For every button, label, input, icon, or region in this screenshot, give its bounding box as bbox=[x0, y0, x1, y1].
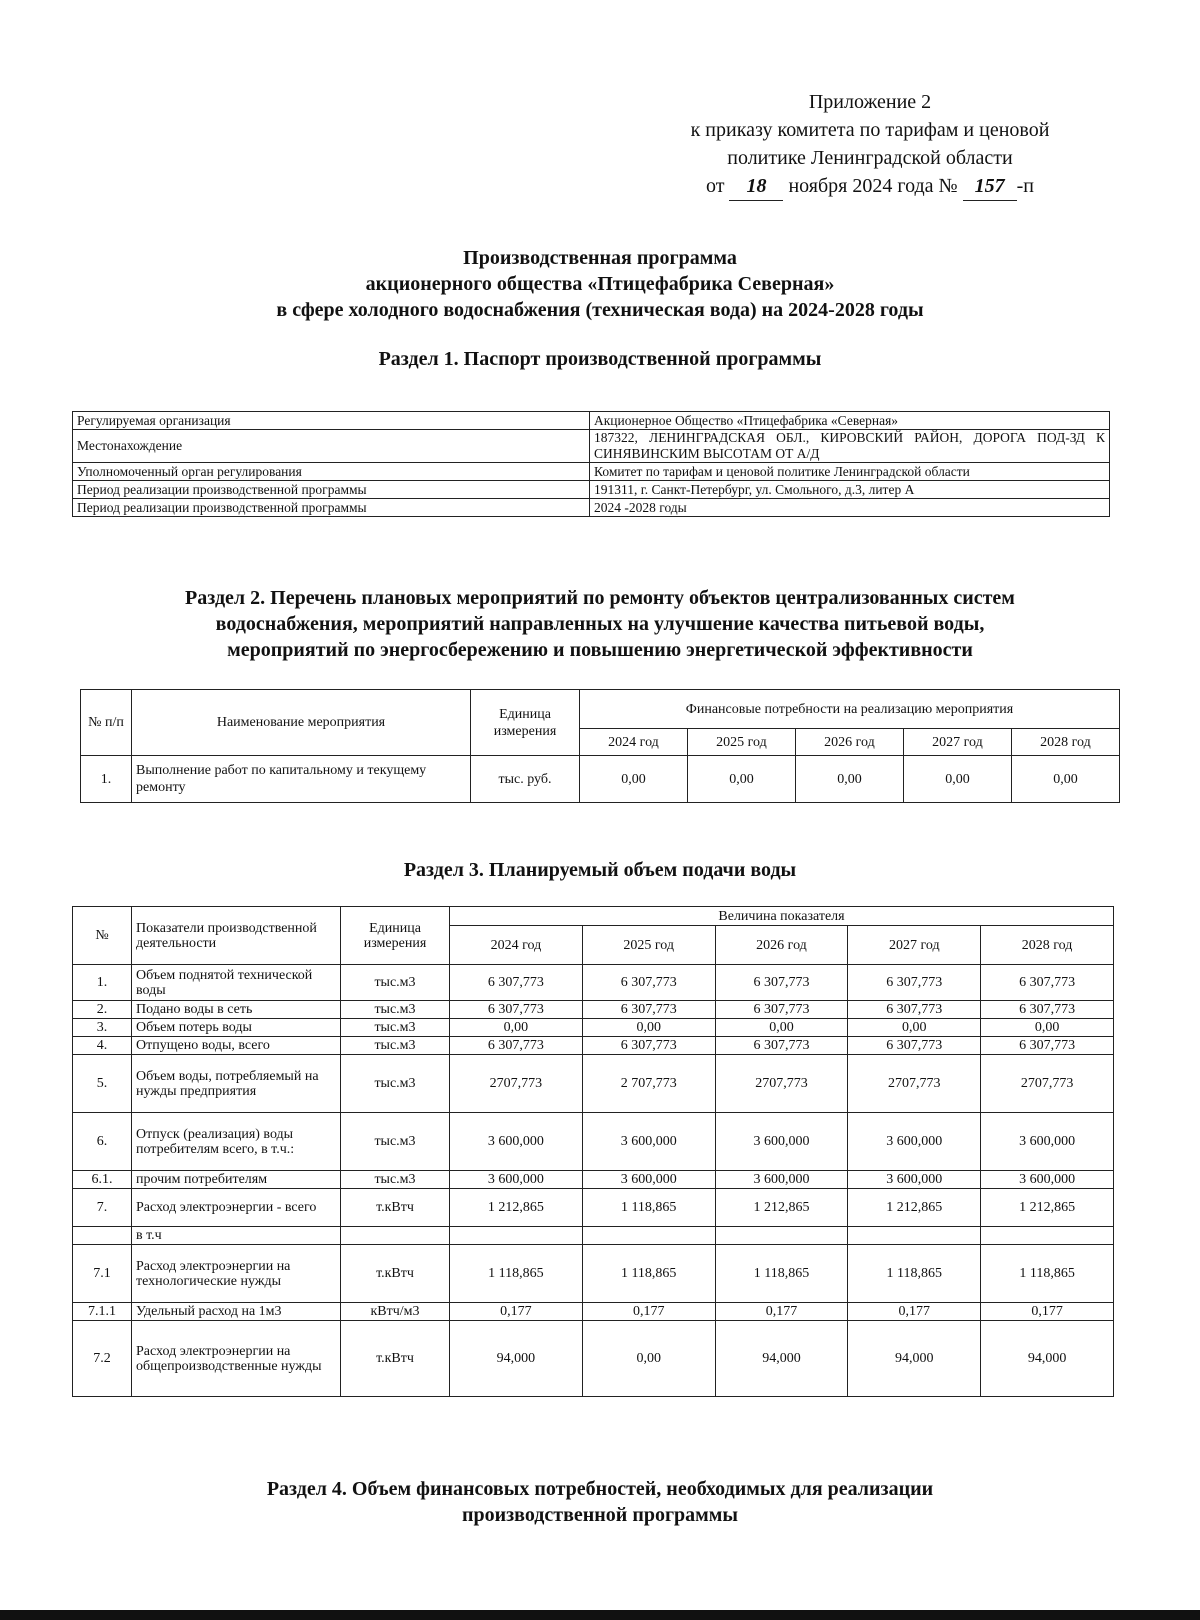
table-header-row bbox=[81, 690, 1120, 729]
cell-value bbox=[450, 1227, 583, 1245]
cell-value: 1 118,865 bbox=[582, 1245, 715, 1303]
document-title-line-2: акционерного общества «Птицефабрика Северная» bbox=[365, 273, 835, 295]
cell-value: 6 307,773 bbox=[582, 1037, 715, 1055]
cell-value: 0,00 bbox=[687, 756, 795, 803]
cell-value bbox=[848, 1227, 981, 1245]
appendix-date-middle: ноября 2024 года № bbox=[788, 175, 958, 197]
cell-value: 0,00 bbox=[582, 1321, 715, 1397]
cell-unit: тыс.м3 bbox=[341, 1113, 450, 1171]
cell-value: 6 307,773 bbox=[981, 965, 1114, 1001]
column-header-num: № п/п bbox=[81, 690, 132, 756]
cell-unit: тыс.м3 bbox=[341, 1055, 450, 1113]
cell-value: 6 307,773 bbox=[848, 1001, 981, 1019]
cell-num bbox=[73, 1227, 132, 1245]
appendix-line-2: к приказу комитета по тарифам и ценовой bbox=[690, 119, 1050, 141]
cell-num: 6.1. bbox=[73, 1171, 132, 1189]
cell-value: 3 600,000 bbox=[848, 1171, 981, 1189]
column-header-year: 2025 год bbox=[582, 926, 715, 965]
table-row bbox=[73, 1303, 1114, 1321]
cell-value: 94,000 bbox=[450, 1321, 583, 1397]
cell-value: 0,00 bbox=[903, 756, 1011, 803]
appendix-line-1: Приложение 2 bbox=[808, 91, 932, 113]
column-header-num: № bbox=[73, 907, 132, 965]
handwritten-order-number: 157 bbox=[963, 172, 1017, 201]
cell-value: 1 212,865 bbox=[450, 1189, 583, 1227]
cell-name: Расход электроэнергии на технологические нужды bbox=[132, 1245, 341, 1303]
cell-value: 94,000 bbox=[848, 1321, 981, 1397]
cell-value bbox=[582, 1227, 715, 1245]
cell-value: 6 307,773 bbox=[715, 1037, 848, 1055]
column-header-year: 2024 год bbox=[450, 926, 583, 965]
cell-value: 0,177 bbox=[715, 1303, 848, 1321]
section4-title-line-1: Раздел 4. Объем финансовых потребностей, необходимых для реализации bbox=[266, 1478, 934, 1500]
column-header-name: Наименование мероприятия bbox=[132, 690, 471, 756]
cell-num: 5. bbox=[73, 1055, 132, 1113]
passport-value: 191311, г. Санкт-Петербург, ул. Смольного, д.3, литер А bbox=[590, 481, 1110, 499]
table-row bbox=[73, 463, 1110, 481]
table-header-row bbox=[73, 907, 1114, 926]
section3-title bbox=[90, 857, 1110, 883]
table-row bbox=[73, 430, 1110, 463]
column-header-year: 2028 год bbox=[981, 926, 1114, 965]
cell-value: 0,00 bbox=[981, 1019, 1114, 1037]
cell-value: 3 600,000 bbox=[582, 1171, 715, 1189]
column-header-value: Величина показателя bbox=[450, 907, 1114, 926]
table-row bbox=[73, 499, 1110, 517]
cell-value: 0,177 bbox=[450, 1303, 583, 1321]
cell-value: 1 118,865 bbox=[715, 1245, 848, 1303]
handwritten-day: 18 bbox=[729, 172, 783, 201]
cell-num: 7.1 bbox=[73, 1245, 132, 1303]
cell-value: 3 600,000 bbox=[450, 1113, 583, 1171]
cell-value: 0,177 bbox=[981, 1303, 1114, 1321]
measures-table bbox=[80, 689, 1120, 803]
table-row bbox=[73, 1171, 1114, 1189]
cell-name: Расход электроэнергии - всего bbox=[132, 1189, 341, 1227]
column-header-unit: Единица измерения bbox=[471, 690, 580, 756]
section2-title bbox=[90, 585, 1110, 663]
cell-value: 6 307,773 bbox=[582, 965, 715, 1001]
appendix-number-suffix: -п bbox=[1016, 175, 1035, 197]
table-row bbox=[73, 1321, 1114, 1397]
cell-value: 3 600,000 bbox=[848, 1113, 981, 1171]
cell-unit: кВтч/м3 bbox=[341, 1303, 450, 1321]
cell-value: 1 118,865 bbox=[450, 1245, 583, 1303]
cell-value: 1 212,865 bbox=[981, 1189, 1114, 1227]
cell-value bbox=[981, 1227, 1114, 1245]
table-row bbox=[73, 1113, 1114, 1171]
document-title bbox=[90, 245, 1110, 323]
column-header-year: 2024 год bbox=[580, 729, 688, 756]
cell-value: 6 307,773 bbox=[715, 965, 848, 1001]
section4-title bbox=[90, 1476, 1110, 1528]
cell-value: 2707,773 bbox=[848, 1055, 981, 1113]
section2-title-line-2: водоснабжения, мероприятий направленных на улучшение качества питьевой воды, bbox=[215, 613, 985, 635]
document-title-line-3: в сфере холодного водоснабжения (техническая вода) на 2024-2028 годы bbox=[276, 299, 924, 321]
cell-value: 94,000 bbox=[981, 1321, 1114, 1397]
column-header-year: 2026 год bbox=[795, 729, 903, 756]
passport-label: Период реализации производственной программы bbox=[73, 499, 590, 517]
cell-value bbox=[715, 1227, 848, 1245]
cell-name: Объем воды, потребляемый на нужды предприятия bbox=[132, 1055, 341, 1113]
column-header-year: 2027 год bbox=[848, 926, 981, 965]
cell-num: 7. bbox=[73, 1189, 132, 1227]
cell-name: Отпущено воды, всего bbox=[132, 1037, 341, 1055]
column-header-year: 2026 год bbox=[715, 926, 848, 965]
appendix-header bbox=[640, 88, 1100, 201]
cell-value: 0,00 bbox=[582, 1019, 715, 1037]
water-supply-table bbox=[72, 906, 1114, 1397]
cell-num: 2. bbox=[73, 1001, 132, 1019]
cell-unit: тыс.м3 bbox=[341, 1001, 450, 1019]
cell-name: прочим потребителям bbox=[132, 1171, 341, 1189]
table-row bbox=[73, 1055, 1114, 1113]
cell-value: 3 600,000 bbox=[715, 1171, 848, 1189]
table-row bbox=[73, 412, 1110, 430]
table-row bbox=[73, 1227, 1114, 1245]
table-row bbox=[73, 1189, 1114, 1227]
cell-value: 3 600,000 bbox=[981, 1113, 1114, 1171]
cell-value: 6 307,773 bbox=[450, 965, 583, 1001]
table-row bbox=[81, 756, 1120, 803]
cell-num: 4. bbox=[73, 1037, 132, 1055]
cell-name: Объем поднятой технической воды bbox=[132, 965, 341, 1001]
column-header-finance: Финансовые потребности на реализацию мероприятия bbox=[580, 690, 1120, 729]
table-row bbox=[73, 481, 1110, 499]
cell-value: 0,00 bbox=[795, 756, 903, 803]
cell-value: 0,00 bbox=[715, 1019, 848, 1037]
cell-value: 3 600,000 bbox=[715, 1113, 848, 1171]
cell-unit: т.кВтч bbox=[341, 1245, 450, 1303]
cell-value: 2707,773 bbox=[981, 1055, 1114, 1113]
cell-num: 7.2 bbox=[73, 1321, 132, 1397]
cell-value: 6 307,773 bbox=[848, 1037, 981, 1055]
passport-table bbox=[72, 411, 1110, 517]
scan-edge-bar bbox=[0, 1610, 1200, 1620]
cell-value: 1 118,865 bbox=[582, 1189, 715, 1227]
column-header-name: Показатели производственной деятельности bbox=[132, 907, 341, 965]
section2-title-line-1: Раздел 2. Перечень плановых мероприятий по ремонту объектов централизованных систем bbox=[185, 587, 1015, 609]
cell-value: 3 600,000 bbox=[450, 1171, 583, 1189]
table-row bbox=[73, 1019, 1114, 1037]
cell-value: 3 600,000 bbox=[981, 1171, 1114, 1189]
column-header-unit: Единица измерения bbox=[341, 907, 450, 965]
passport-label: Местонахождение bbox=[73, 430, 590, 463]
cell-value: 0,177 bbox=[582, 1303, 715, 1321]
cell-value: 0,00 bbox=[1011, 756, 1119, 803]
passport-label: Регулируемая организация bbox=[73, 412, 590, 430]
cell-value: 0,00 bbox=[450, 1019, 583, 1037]
cell-value: 0,00 bbox=[848, 1019, 981, 1037]
passport-value: Акционерное Общество «Птицефабрика «Северная» bbox=[590, 412, 1110, 430]
passport-label: Уполномоченный орган регулирования bbox=[73, 463, 590, 481]
cell-unit: тыс.м3 bbox=[341, 1019, 450, 1037]
cell-value: 3 600,000 bbox=[582, 1113, 715, 1171]
cell-unit: тыс.м3 bbox=[341, 965, 450, 1001]
cell-value: 6 307,773 bbox=[981, 1037, 1114, 1055]
cell-name: Отпуск (реализация) воды потребителям всего, в т.ч.: bbox=[132, 1113, 341, 1171]
table-row bbox=[73, 1245, 1114, 1303]
cell-value: 6 307,773 bbox=[848, 965, 981, 1001]
cell-num: 3. bbox=[73, 1019, 132, 1037]
cell-name: Выполнение работ по капитальному и текущему ремонту bbox=[132, 756, 471, 803]
table-row bbox=[73, 1001, 1114, 1019]
appendix-line-4 bbox=[640, 172, 1100, 201]
appendix-line-3: политике Ленинградской области bbox=[727, 147, 1013, 169]
cell-unit bbox=[341, 1227, 450, 1245]
cell-value: 6 307,773 bbox=[715, 1001, 848, 1019]
cell-value: 1 212,865 bbox=[848, 1189, 981, 1227]
cell-unit: т.кВтч bbox=[341, 1189, 450, 1227]
section4-title-line-2: производственной программы bbox=[461, 1504, 739, 1526]
cell-name: Расход электроэнергии на общепроизводственные нужды bbox=[132, 1321, 341, 1397]
cell-value: 2707,773 bbox=[715, 1055, 848, 1113]
cell-value: 2707,773 bbox=[450, 1055, 583, 1113]
section1-title-text: Раздел 1. Паспорт производственной программы bbox=[378, 348, 822, 370]
cell-num: 6. bbox=[73, 1113, 132, 1171]
cell-name: Объем потерь воды bbox=[132, 1019, 341, 1037]
passport-value: 187322, ЛЕНИНГРАДСКАЯ ОБЛ., КИРОВСКИЙ РАЙОН, ДОРОГА ПОД-ЗД К СИНЯВИНСКИМ ВЫСОТАМ ОТ А/Д bbox=[590, 430, 1110, 463]
cell-name: Подано воды в сеть bbox=[132, 1001, 341, 1019]
cell-value: 0,177 bbox=[848, 1303, 981, 1321]
column-header-year: 2028 год bbox=[1011, 729, 1119, 756]
cell-value: 2 707,773 bbox=[582, 1055, 715, 1113]
cell-name: в т.ч bbox=[132, 1227, 341, 1245]
cell-value: 1 118,865 bbox=[981, 1245, 1114, 1303]
cell-value: 6 307,773 bbox=[582, 1001, 715, 1019]
appendix-date-prefix: от bbox=[705, 175, 725, 197]
cell-value: 6 307,773 bbox=[450, 1037, 583, 1055]
cell-value: 0,00 bbox=[580, 756, 688, 803]
cell-value: 6 307,773 bbox=[450, 1001, 583, 1019]
cell-unit: тыс.м3 bbox=[341, 1171, 450, 1189]
section2-title-line-3: мероприятий по энергосбережению и повышению энергетической эффективности bbox=[227, 639, 973, 661]
cell-value: 1 118,865 bbox=[848, 1245, 981, 1303]
cell-unit: тыс. руб. bbox=[471, 756, 580, 803]
cell-value: 94,000 bbox=[715, 1321, 848, 1397]
section1-title bbox=[90, 346, 1110, 372]
cell-num: 1. bbox=[81, 756, 132, 803]
column-header-year: 2025 год bbox=[687, 729, 795, 756]
table-row bbox=[73, 965, 1114, 1001]
cell-unit: т.кВтч bbox=[341, 1321, 450, 1397]
cell-value: 6 307,773 bbox=[981, 1001, 1114, 1019]
column-header-year: 2027 год bbox=[903, 729, 1011, 756]
section3-title-text: Раздел 3. Планируемый объем подачи воды bbox=[403, 859, 797, 881]
passport-value: 2024 -2028 годы bbox=[590, 499, 1110, 517]
cell-num: 1. bbox=[73, 965, 132, 1001]
cell-unit: тыс.м3 bbox=[341, 1037, 450, 1055]
cell-value: 1 212,865 bbox=[715, 1189, 848, 1227]
table-row bbox=[73, 1037, 1114, 1055]
passport-value: Комитет по тарифам и ценовой политике Ленинградской области bbox=[590, 463, 1110, 481]
cell-name: Удельный расход на 1м3 bbox=[132, 1303, 341, 1321]
document-title-line-1: Производственная программа bbox=[463, 247, 737, 269]
cell-num: 7.1.1 bbox=[73, 1303, 132, 1321]
passport-label: Период реализации производственной программы bbox=[73, 481, 590, 499]
